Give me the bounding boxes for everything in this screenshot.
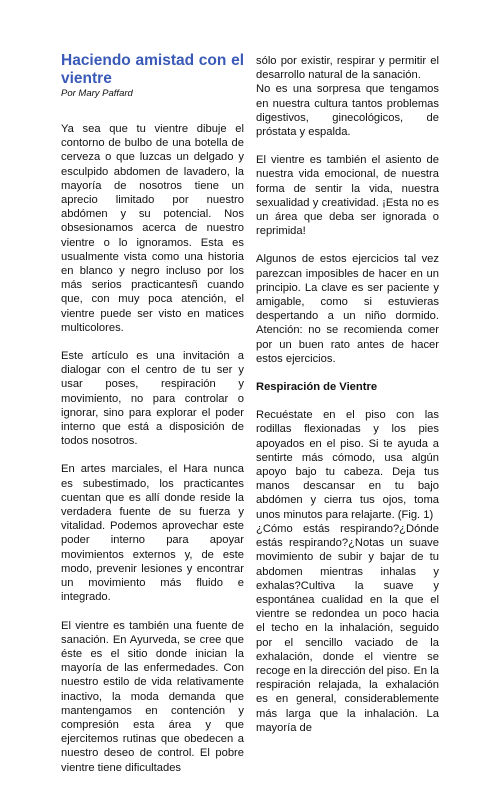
paragraph: El vientre es también el asiento de nuestra vida emocional, de nuestra forma de sentir la vida, nuestra sexualidad y creatividad. ¡Esta no es un área que deba ser ignorada o reprimida! <box>256 154 439 238</box>
section-heading: Respiración de Vientre <box>256 381 378 394</box>
article-author: Por Mary Paffard <box>61 88 133 99</box>
article-title: Haciendo amistad con el vientre <box>61 52 244 87</box>
paragraph: El vientre es también una fuente de sanación. En Ayurveda, se cree que éste es el sitio donde inician la mayoría de las enfermedades. Con nuestro estilo de vida relativamente inactivo, la moda demanda que mantengamos en contención y compresión esta área y que ejercitemos rutinas que obedecen a nuestro deseo de control. El pobre vientre tiene dificultades <box>61 619 244 774</box>
paragraph: No es una sorpresa que tengamos en nuestra cultura tantos problemas digestivos, ginecológicos, de próstata y espalda. <box>256 83 439 139</box>
paragraph: En artes marciales, el Hara nunca es subestimado, los practicantes cuentan que es allí donde reside la verdadera fuente de su fuerza y vitalidad. Podemos aprovechar este poder interno para apoyar movimientos externos y, de este modo, prevenir lesiones y encontrar un movimiento más fluido e integrado. <box>61 463 244 604</box>
paragraph: Este artículo es una invitación a dialogar con el centro de tu ser y usar poses, respiración y movimiento, no para controlar o ignorar, sino para explorar el poder interno que está a disposición de todos nosotros. <box>61 350 244 448</box>
left-column <box>61 52 244 789</box>
paragraph: Ya sea que tu vientre dibuje el contorno de bulbo de una botella de cerveza o que luzcas un delgado y esculpido abdomen de lavadero, la mayoría de nosotros tiene un aprecio limitado por nuestro abdómen y su potencial. Nos obsesionamos acerca de nuestro vientre o lo ignoramos. Esta es usualmente vista como una historia en blanco y negro incluso por los más serios practicantesñ cuando que, con muy poca atención, el vientre puede ser visto en matices multicolores. <box>61 123 244 334</box>
paragraph: Recuéstate en el piso con las rodillas flexionadas y los pies apoyados en el piso. Si te ayuda a sentirte más cómodo, usa algún apoyo bajo tu cabeza. Deja tus manos descansar en tu bajo abdómen y cierra tus ojos, toma unos minutos para relajarte. (Fig. 1) <box>256 409 439 521</box>
paragraph: ¿Cómo estás respirando?¿Dónde estás respirando?¿Notas un suave movimiento de subir y bajar de tu abdomen mientras inhalas y exhalas?Cultiva la suave y espontánea cualidad en la que el vientre se redondea un poco hacia el techo en la inhalación, seguido por el sencillo vaciado de la exhalación, donde el vientre se recoge en la dirección del piso. En la respiración relajada, la exhalación es en general, considerablemente más larga que la inhalación. La mayoría de <box>256 522 439 734</box>
paragraph: Algunos de estos ejercicios tal vez parezcan imposibles de hacer en un principio. La clave es ser paciente y amigable, como si estuvieras despertando a un niño dormido. Atención: no se recomienda comer por un buen rato antes de hacer estos ejercicios. <box>256 253 439 365</box>
paragraph: sólo por existir, respirar y permitir el desarrollo natural de la sanación. <box>256 55 439 82</box>
right-column <box>256 54 439 749</box>
